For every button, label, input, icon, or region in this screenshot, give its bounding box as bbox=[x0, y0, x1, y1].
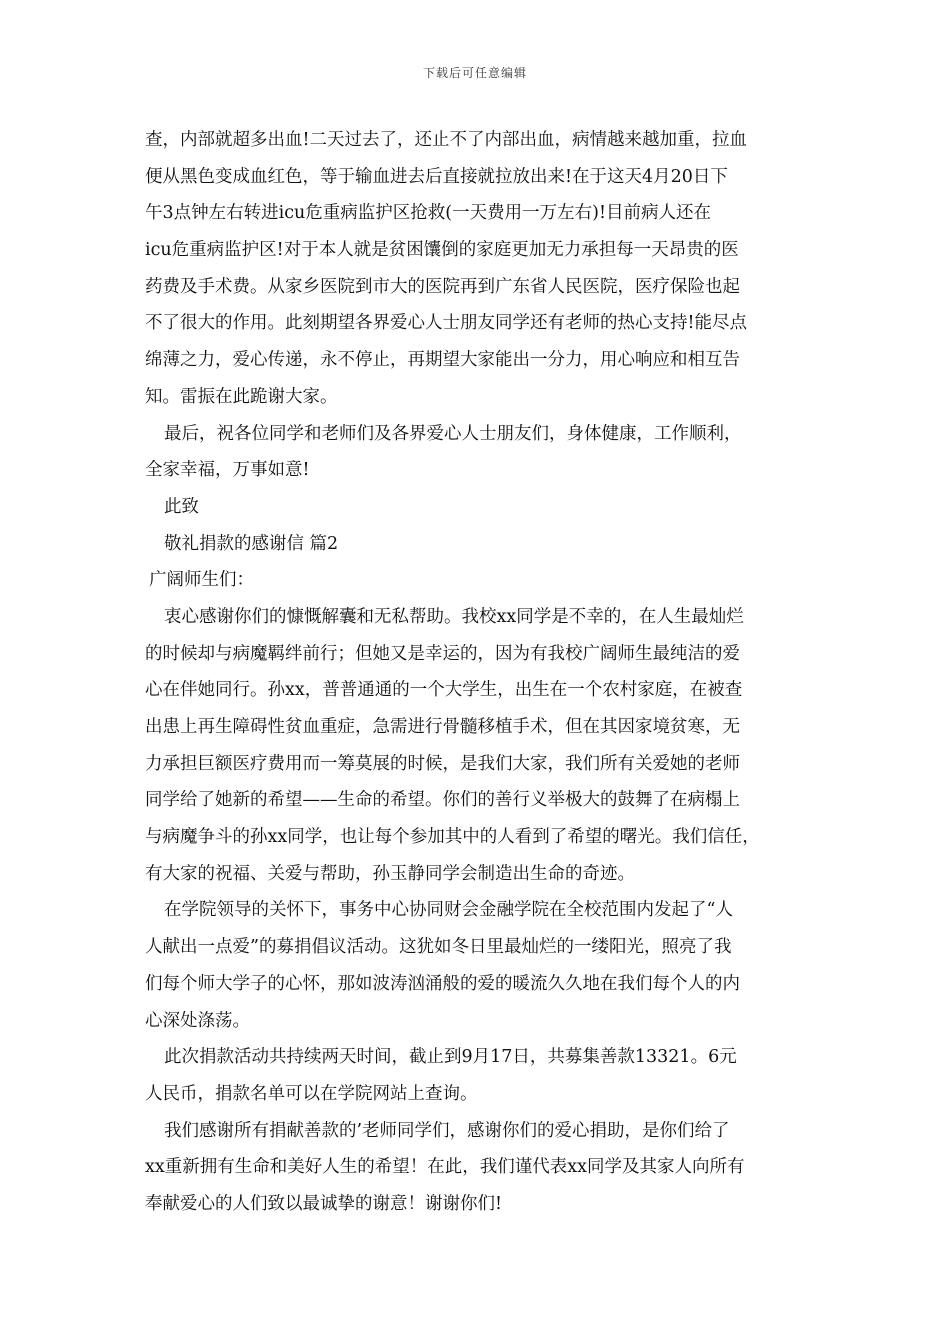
document-body bbox=[145, 122, 817, 1223]
text-line: 药费及手术费。从家乡医院到市大的医院再到广东省人民医院，医疗保险也起 bbox=[145, 276, 740, 297]
text-line: 奉献爱心的人们致以最诚挚的谢意！谢谢你们! bbox=[145, 1193, 503, 1214]
text-line: 最后，祝各位同学和老师们及各界爱心人士朋友们，身体健康，工作顺利， bbox=[164, 423, 742, 444]
text-line: 此致 bbox=[164, 496, 199, 517]
text-line: 午3点钟左右转进icu危重病监护区抢救(一天费用一万左右)!目前病人还在 bbox=[145, 203, 711, 224]
text-line: icu危重病监护区!对于本人就是贫困馕倒的家庭更加无力承担每一天昂贵的医 bbox=[145, 240, 739, 261]
text-line: 人民币，捐款名单可以在学院网站上查询。 bbox=[145, 1083, 478, 1104]
text-line: xx重新拥有生命和美好人生的希望！在此，我们谨代表xx同学及其家人向所有 bbox=[145, 1157, 745, 1178]
text-line: 出患上再生障碍性贫血重症，急需进行骨髓移植手术，但在其因家境贫寒，无 bbox=[145, 717, 740, 737]
text-line: 不了很大的作用。此刻期望各界爱心人士朋友同学还有老师的热心支持!能尽点 bbox=[145, 313, 748, 334]
text-line: 同学给了她新的希望——生命的希望。你们的善行义举极大的鼓舞了在病榻上 bbox=[145, 790, 740, 811]
text-line: 衷心感谢你们的慷慨解囊和无私帮助。我校xx同学是不幸的，在人生最灿烂 bbox=[164, 606, 744, 627]
text-line: 们每个师大学子的心怀，那如波涛汹涌般的爱的暖流久久地在我们每个人的内 bbox=[145, 973, 740, 994]
text-line: 我们感谢所有捐献善款的’老师同学们，感谢你们的爱心捐助，是你们给了 bbox=[164, 1120, 730, 1141]
text-line: 此次捐款活动共持续两天时间，截止到9月17日，共募集善款13321。6元 bbox=[164, 1047, 737, 1068]
text-line: 力承担巨额医疗费用而一筹莫展的时候，是我们大家，我们所有关爱她的老师 bbox=[145, 753, 740, 774]
text-line: 敬礼捐款的感谢信 篇2 bbox=[164, 533, 339, 554]
text-line: 在学院领导的关怀下，事务中心协同财会金融学院在全校范围内发起了“人 bbox=[164, 900, 733, 921]
text-line: 心在伴她同行。孙xx，普普通通的一个大学生，出生在一个农村家庭，在被查 bbox=[145, 680, 743, 701]
text-line: 广阔师生们： bbox=[149, 570, 254, 591]
text-line: 人献出一点爱”的募捐倡议活动。这犹如冬日里最灿烂的一缕阳光，照亮了我 bbox=[145, 937, 732, 958]
text-line: 知。雷振在此跪谢大家。 bbox=[145, 386, 338, 407]
text-line: 便从黑色变成血红色，等于输血进去后直接就拉放出来!在于这天4月20日下 bbox=[145, 166, 728, 187]
text-line: 心深处涤荡。 bbox=[145, 1010, 250, 1031]
page-header: 下载后可任意编辑 bbox=[422, 66, 527, 80]
text-line: 绵薄之力，爱心传递，永不停止，再期望大家能出一分力，用心响应和相互告 bbox=[145, 350, 740, 371]
text-line: 查，内部就超多出血!二天过去了，还止不了内部出血，病情越来越加重，拉血 bbox=[145, 130, 748, 150]
text-line: 与病魔争斗的孙xx同学，也让每个参加其中的人看到了希望的曙光。我们信任， bbox=[145, 827, 760, 848]
text-line: 有大家的祝福、关爱与帮助，孙玉静同学会制造出生命的奇迹。 bbox=[145, 863, 635, 884]
text-line: 全家幸福，万事如意! bbox=[145, 460, 310, 481]
text-line: 的时候却与病魔羁绊前行；但她又是幸运的，因为有我校广阔师生最纯洁的爱 bbox=[145, 643, 740, 664]
